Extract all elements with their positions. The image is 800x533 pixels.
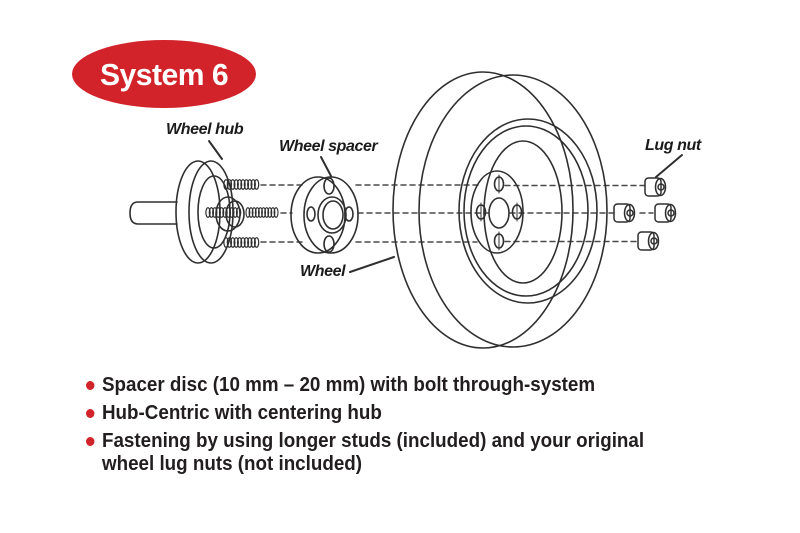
lug-nuts-drawing — [614, 178, 676, 250]
stud-coil-middle-right — [246, 208, 278, 218]
wheel-hub-label: Wheel hub — [166, 121, 244, 138]
bullet-dot-icon — [86, 381, 94, 390]
feature-item-text: Fastening by using longer studs (included) and your original wheel lug nuts (not included) — [101, 430, 645, 475]
wheel-center-bore — [489, 198, 509, 228]
pointer-lines — [209, 141, 682, 272]
feature-item-text: Spacer disc (10 mm – 20 mm) with bolt through-system — [101, 374, 596, 396]
feature-item-text: Hub-Centric with centering hub — [101, 402, 382, 424]
dashed-guide-lines — [261, 185, 653, 242]
wheel-hub-drawing — [130, 161, 278, 263]
lug-nut-top — [645, 178, 666, 196]
wheel-hub-pointer-line — [209, 141, 222, 159]
feature-item-spacer-disc — [86, 374, 650, 397]
wheel-drawing — [393, 72, 607, 348]
feature-item-fastening — [86, 430, 650, 476]
lug-nut-bottom — [638, 232, 659, 250]
bullet-dot-icon — [86, 409, 94, 418]
wheel-hub-face — [471, 171, 523, 253]
wheel-pointer-line — [350, 257, 394, 272]
axle-shaft — [130, 202, 177, 224]
stud-coil-middle-left — [206, 208, 241, 218]
lug-nut-label: Lug nut — [645, 137, 701, 154]
feature-item-hub-centric — [86, 402, 650, 425]
lug-nut-middle-left — [614, 204, 635, 222]
system-badge-label: System 6 — [99, 56, 229, 92]
feature-list — [86, 374, 650, 481]
wheel-spacer-pointer-line — [321, 157, 331, 176]
lug-nut-middle-right — [655, 204, 676, 222]
bullet-dot-icon — [86, 437, 94, 446]
wheel-label: Wheel — [300, 263, 346, 280]
wheel-spacer-label: Wheel spacer — [279, 138, 378, 155]
lug-nut-pointer-line — [656, 155, 682, 177]
